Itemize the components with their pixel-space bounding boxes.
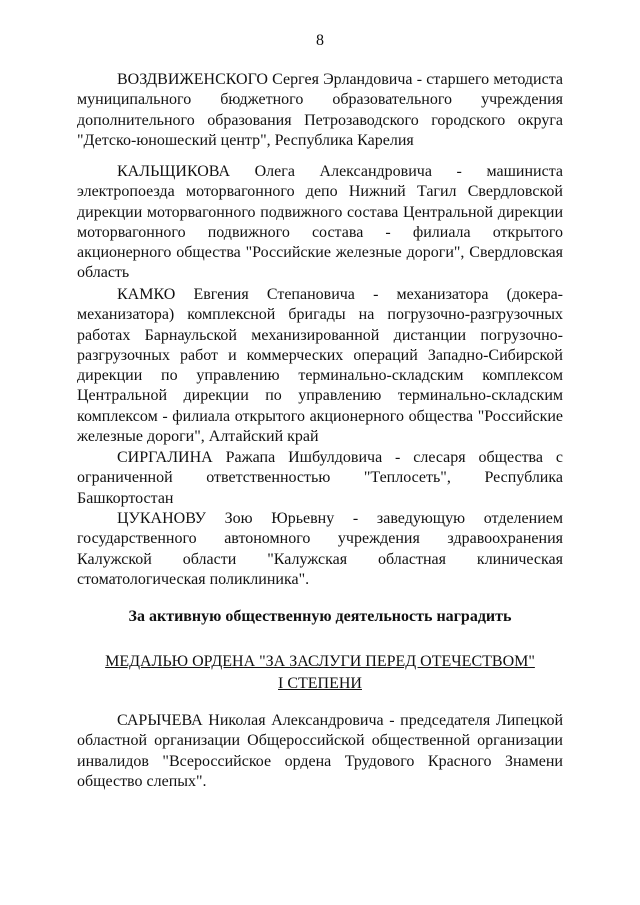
award-entry-sirgalin: СИРГАЛИНА Ражапа Ишбулдовича - слесаря общества с ограниченной ответственностью "Теплосеть", Республика Башкортостан bbox=[77, 449, 563, 507]
award-entry-kalshchikov: КАЛЬЩИКОВА Олега Александровича - машиниста электропоезда моторвагонного депо Нижний Тагил Свердловской дирекции моторвагонного подвижного состава Центральной дирекции моторвагонного подвижного состава - филиала открытого акционерного общества "Российские железные дороги", Свердловская область bbox=[77, 163, 563, 282]
award-entry-tsukanova: ЦУКАНОВУ Зою Юрьевну - заведующую отделением государственного автономного учреждения здравоохранения Калужской области "Калужская областная клиническая стоматологическая поликлиника". bbox=[77, 510, 563, 588]
page-number: 8 bbox=[316, 32, 324, 49]
award-entry-vozdvizhensky: ВОЗДВИЖЕНСКОГО Сергея Эрландовича - старшего методиста муниципального бюджетного образовательного учреждения дополнительного образования Петрозаводского городского округа "Детско-юношеский центр", Республика Карелия bbox=[77, 71, 563, 149]
section-heading: За активную общественную деятельность наградить bbox=[128, 608, 512, 625]
award-entry-kamko: КАМКО Евгения Степановича - механизатора (докера-механизатора) комплексной бригады на погрузочно-разгрузочных работах Барнаульской механизированной дистанции погрузочно-разгрузочных работ и коммерческих операций Западно-Сибирской дирекции по управлению терминально-складским комплексом Центральной дирекции по управлению терминально-складским комплексом - филиала открытого акционерного общества "Российские железные дороги", Алтайский край bbox=[77, 286, 563, 446]
medal-heading-line1: МЕДАЛЬЮ ОРДЕНА "ЗА ЗАСЛУГИ ПЕРЕД ОТЕЧЕСТВОМ" bbox=[105, 653, 535, 670]
medal-heading bbox=[0, 651, 640, 695]
award-entry-sarychev: САРЫЧЕВА Николая Александровича - председателя Липецкой областной организации Общероссийской общественной организации инвалидов "Всероссийское ордена Трудового Красного Знамени общество слепых". bbox=[77, 712, 563, 790]
medal-heading-line2: I СТЕПЕНИ bbox=[278, 675, 362, 692]
